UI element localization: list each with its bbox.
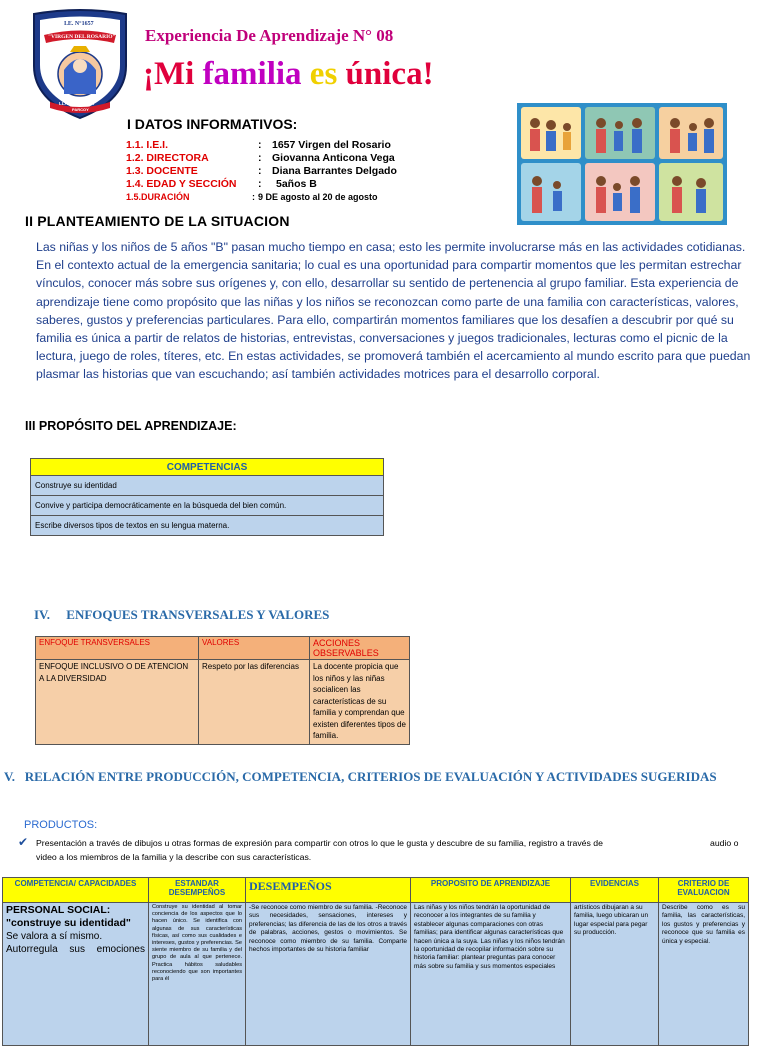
- info-label: 1.1. I.E.I.: [126, 139, 169, 151]
- proposito-cell: Las niñas y los niños tendrán la oportunidad de reconocer a los integrantes de su familia y establecer algunas comparaciones con otras familias; para identificar algunas características que hacen única a la suya. Las niñas y los niños tendrán la oportunidad de recopilar información sobre su historia familiar: plantear preguntas para conocer más sobre su familia y sus momentos especiales: [411, 903, 571, 1046]
- info-label: 1.4. EDAD Y SECCIÓN: [126, 178, 237, 190]
- info-value: Diana Barrantes Delgado: [272, 165, 397, 177]
- info-row: 1.5.DURACIÓN : 9 DE agosto al 20 de agosto: [126, 192, 378, 202]
- criterio-cell: Describe como es su familia, las características, los gustos y preferencias y reconoce que su familia es única y especial.: [659, 903, 749, 1046]
- info-row: 1.4. EDAD Y SECCIÓN : 5años B: [126, 178, 317, 190]
- relacion-header-cell: EVIDENCIAS: [571, 878, 659, 903]
- info-value: 5años B: [276, 178, 317, 190]
- relacion-header-cell: DESEMPEÑOS: [246, 878, 411, 903]
- logo-text-bottom: LLACUABAMBA: [59, 101, 95, 106]
- info-label: 1.2. DIRECTORA: [126, 152, 209, 164]
- logo-text-top: I.E. N°1657: [64, 21, 94, 27]
- section-heading-proposito: III PROPÓSITO DEL APRENDIZAJE:: [25, 419, 237, 433]
- competencia-cell: [3, 903, 149, 1046]
- productos-label: PRODUCTOS:: [24, 819, 98, 831]
- relacion-header-cell: COMPETENCIA/ CAPACIDADES: [3, 878, 149, 903]
- enfoque-cell: ENFOQUE INCLUSIVO O DE ATENCION A LA DIVERSIDAD: [36, 660, 199, 745]
- title-part: ¡Mi: [143, 56, 203, 92]
- capacidad-item: Autorregula sus emociones: [6, 944, 145, 955]
- competencia-row: Construye su identidad: [31, 476, 384, 496]
- enfoques-header-cell: ACCIONES OBSERVABLES: [310, 637, 410, 660]
- info-label: 1.3. DOCENTE: [126, 165, 198, 177]
- competencia-row: Escribe diversos tipos de textos en su lengua materna.: [31, 516, 384, 536]
- relacion-header-cell: ESTANDAR DESEMPEÑOS: [149, 878, 246, 903]
- title-part: es: [309, 56, 346, 92]
- info-row: 1.3. DOCENTE : Diana Barrantes Delgado: [126, 165, 397, 177]
- enfoques-header-cell: ENFOQUE TRANSVERSALES: [36, 637, 199, 660]
- experience-title: Experiencia De Aprendizaje N° 08: [145, 26, 394, 45]
- capacidad-item: Se valora a sí mismo.: [6, 931, 103, 942]
- datos-heading: I DATOS INFORMATIVOS:: [127, 116, 298, 132]
- competencias-header: COMPETENCIAS: [31, 459, 384, 476]
- productos-text: Presentación a través de dibujos u otras formas de expresión para compartir con otros lo que le gusta y descubre de su familia, registro a través de: [36, 838, 603, 848]
- info-row: 1.1. I.E.I. : 1657 Virgen del Rosario: [126, 139, 391, 151]
- info-row: 1.2. DIRECTORA : Giovanna Anticona Vega: [126, 152, 395, 164]
- valor-cell: Respeto por las diferencias: [199, 660, 310, 745]
- competencia-subtitle: "construye su identidad": [6, 917, 131, 929]
- info-value: Giovanna Anticona Vega: [272, 152, 395, 164]
- acciones-cell: La docente propicia que los niños y las niñas socialicen las características de su familia y comprendan que existen diferentes tipos de familia.: [310, 660, 410, 745]
- school-logo: [30, 8, 130, 120]
- info-value: 1657 Virgen del Rosario: [272, 139, 391, 151]
- relacion-header-cell: PROPOSITO DE APRENDIZAJE: [411, 878, 571, 903]
- planteamiento-text: Las niñas y los niños de 5 años "B" pasan mucho tiempo en casa; esto les permite involucrarse más en las actividades cotidianas. En el contexto actual de la emergencia sanitaria; lo cual es una oportunidad para compartir momentos que les permitan estrechar vínculos, conocer más sobre sus orígenes y, con ello, desarrollar su sentido de pertenencia al grupo familiar. Esta experiencia de aprendizaje tiene como propósito que las niñas y los niños se reconozcan como parte de una familia con características, valores, saberes, gustos y preferencias particulares. Para ello, compartirán momentos familiares que los desafíen a descubrir por qué su familia es única a partir de relatos de historias, entrevistas, conversaciones y juegos tradicionales, lecturas como el picnic de la lectura, juego de roles, títeres, etc. En estas actividades, se promoverá también el acercamiento al mundo escrito para que puedan plasmar las historias que van escuchando; así también actividades motrices para el desarrollo corporal.: [36, 240, 751, 382]
- relacion-table: [2, 877, 749, 1046]
- main-title: [143, 56, 434, 93]
- relacion-header-cell: CRITERIO DE EVALUACION: [659, 878, 749, 903]
- title-part: familia: [202, 56, 310, 92]
- info-value: 9 DE agosto al 20 de agosto: [258, 192, 378, 202]
- desempenos-cell: -Se reconoce como miembro de su familia. -Reconoce sus necesidades, sensaciones, intereses y preferencias; las diferencia de las de los otros a través de palabras, acciones, gestos o movimientos. Se reconoce como miembro de su familia. Comparte hechos importantes de su historia familiar: [246, 903, 411, 1046]
- competencia-row: Convive y participa democráticamente en la búsqueda del bien común.: [31, 496, 384, 516]
- section-heading-relacion: V. RELACIÓN ENTRE PRODUCCIÓN, COMPETENCIA, CRITERIOS DE EVALUACIÓN Y ACTIVIDADES SUGERIDAS: [4, 769, 717, 784]
- evidencias-cell: artísticos dibujaran a su familia, luego ubicaran un lugar especial para pegar su producción.: [571, 903, 659, 1046]
- check-icon: ✔: [18, 835, 29, 849]
- competencias-table: [30, 458, 384, 536]
- logo-text-bottom2: PARCOY: [72, 107, 89, 112]
- logo-ribbon-text: "VIRGEN DEL ROSARIO": [48, 34, 116, 40]
- productos-text: video a los miembros de la familia y la describe con sus características.: [36, 852, 312, 862]
- productos-text: audio o: [710, 838, 739, 848]
- enfoques-table: [35, 636, 410, 745]
- section-heading-enfoques: IV. ENFOQUES TRANSVERSALES Y VALORES: [34, 607, 330, 622]
- title-part: única!: [345, 56, 434, 92]
- competencia-title: PERSONAL SOCIAL:: [6, 904, 111, 916]
- section-heading-planteamiento: II PLANTEAMIENTO DE LA SITUACION: [25, 213, 290, 229]
- enfoques-header-cell: VALORES: [199, 637, 310, 660]
- estandar-cell: Construye su identidad al tomar conciencia de los aspectos que lo hacen único. Se identifica con algunas de sus características físicas, así como sus cualidades e intereses, gustos y preferencias. Se siente miembro de su familia y del grupo de aula al que pertenece. Practica hábitos saludables reconociendo que son importantes para él: [149, 903, 246, 1046]
- family-illustration: [517, 103, 727, 225]
- info-label: 1.5.DURACIÓN: [126, 192, 190, 202]
